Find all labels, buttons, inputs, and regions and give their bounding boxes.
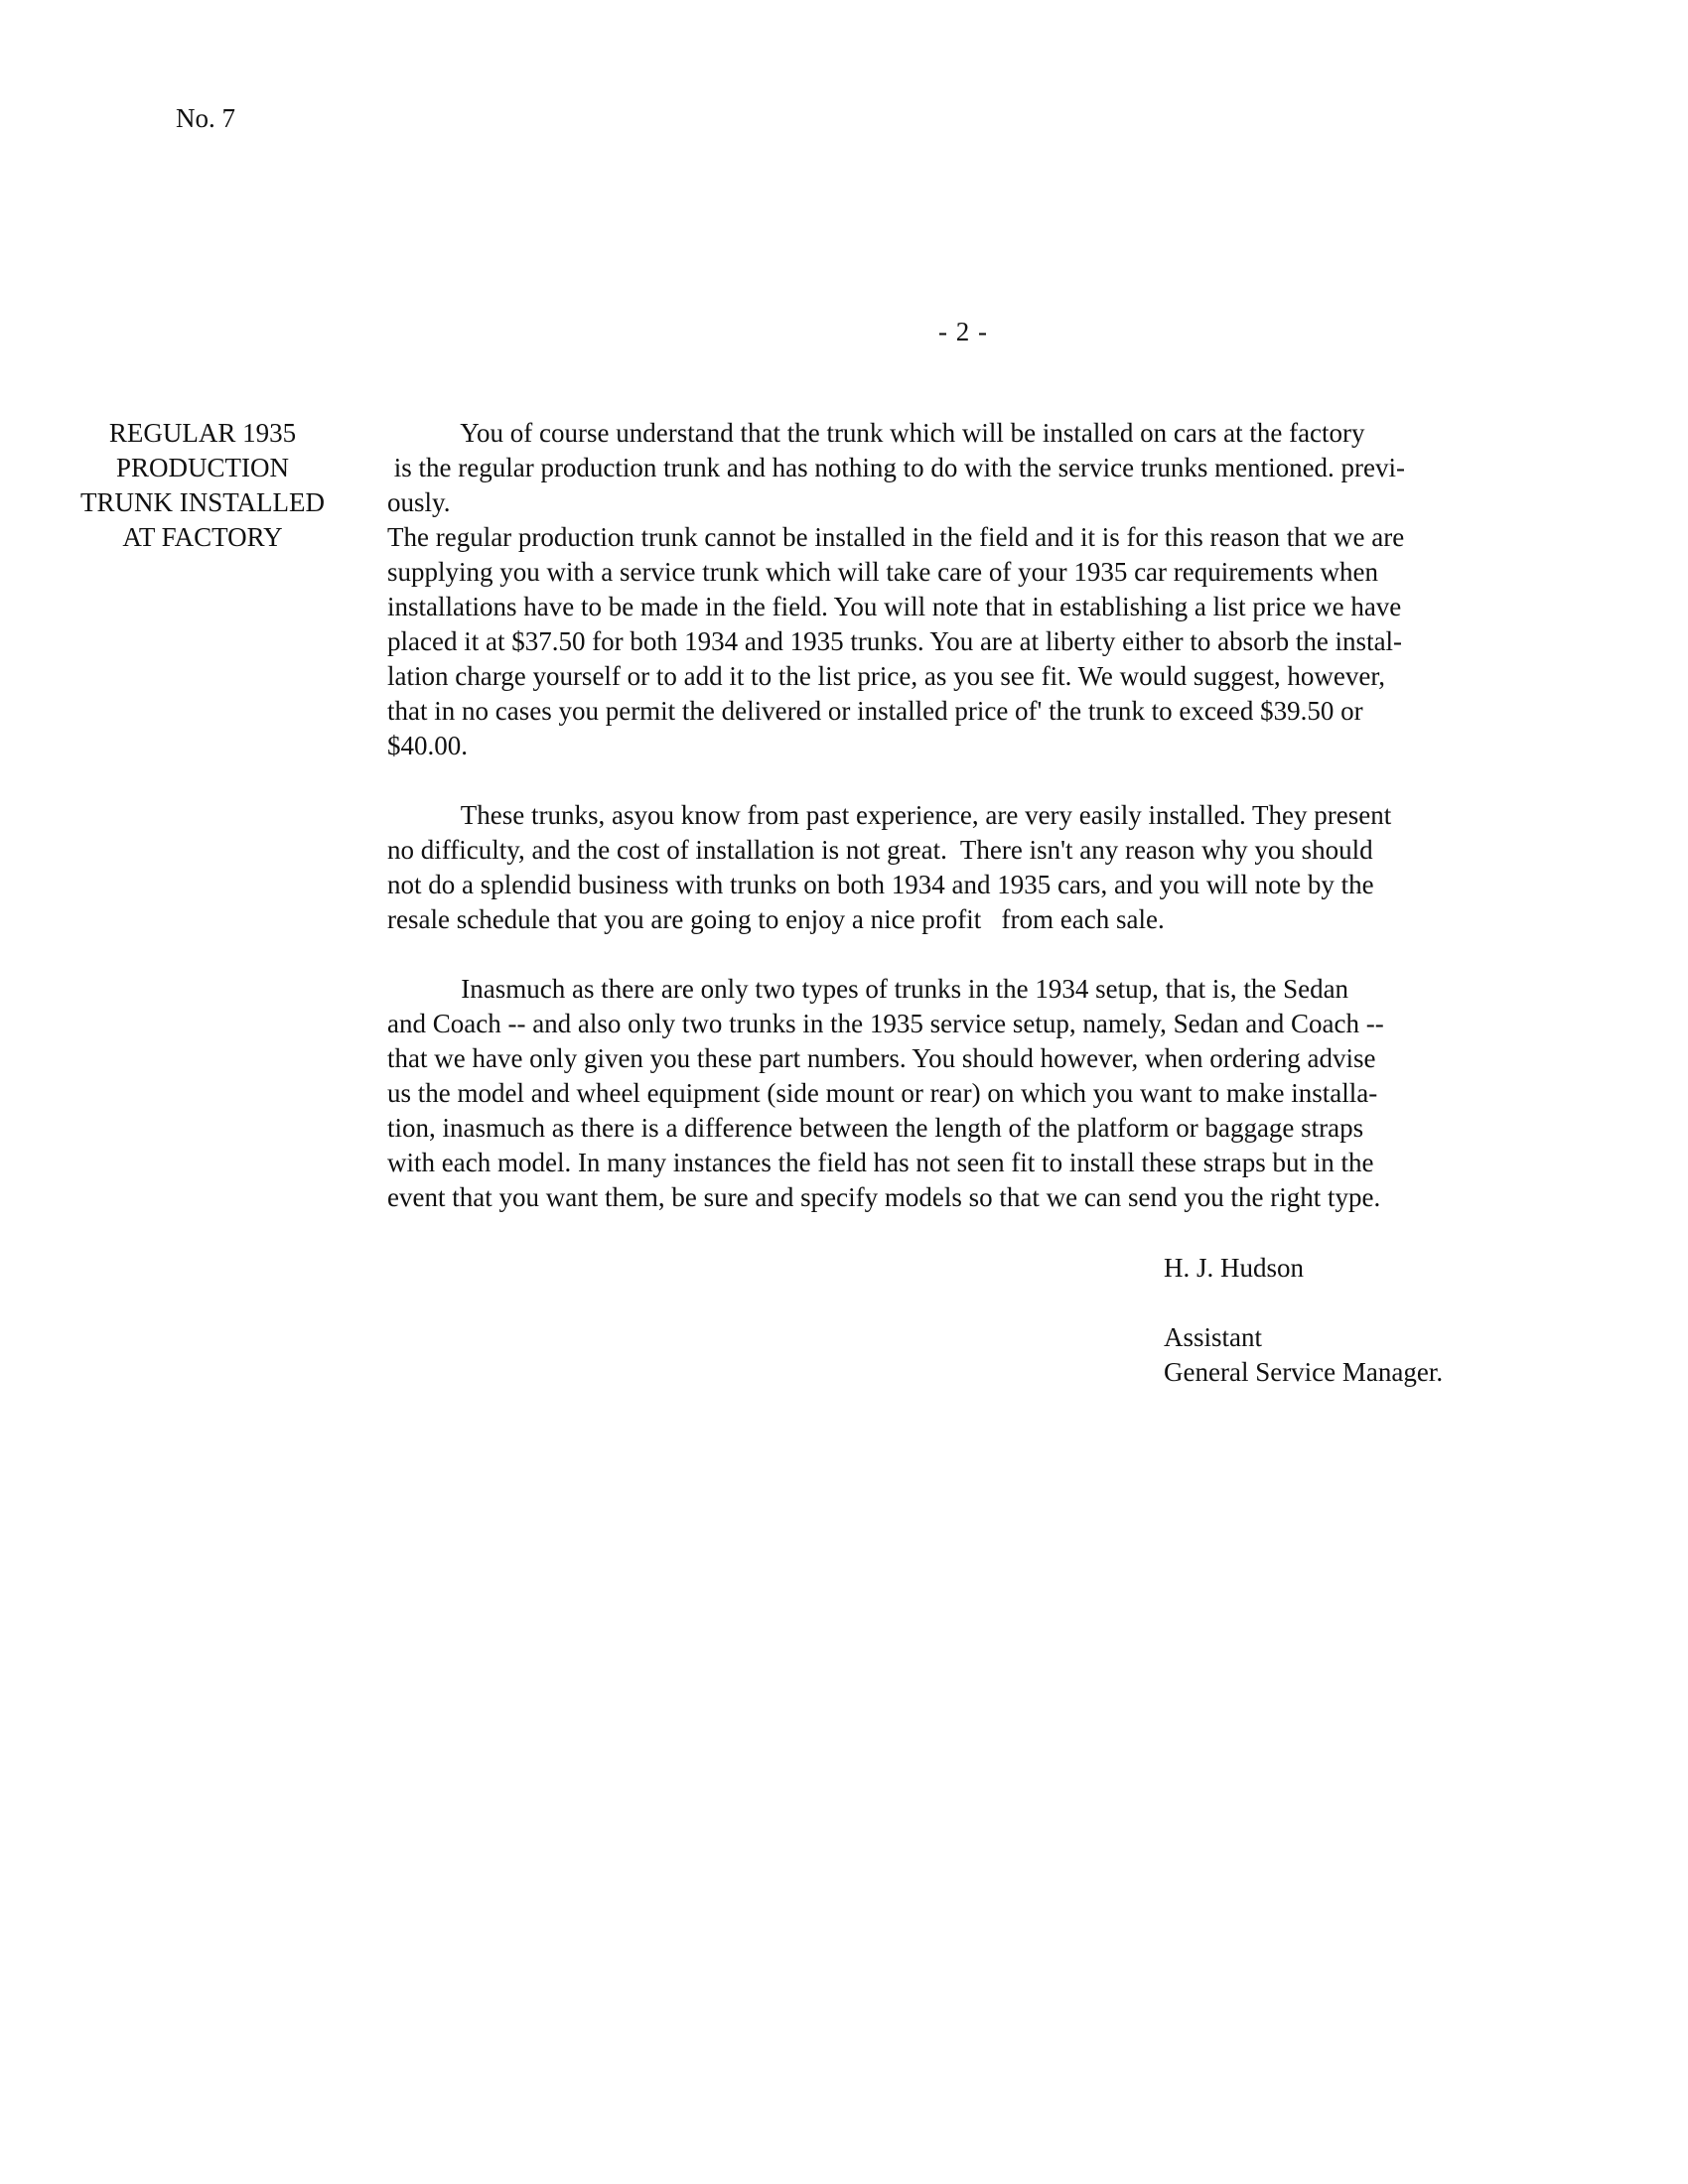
text-line: us the model and wheel equipment (side mount or rear) on which you want to make installa- <box>387 1078 1378 1108</box>
signature-gap <box>1164 1286 1443 1320</box>
document-number: No. 7 <box>176 103 235 133</box>
page-number: - 2 - <box>938 317 988 346</box>
paragraph-gap <box>387 763 1559 798</box>
side-heading-line: AT FACTORY <box>122 522 283 552</box>
signature-block <box>1164 1251 1443 1390</box>
paragraph-2 <box>387 520 1559 763</box>
side-heading-line: TRUNK INSTALLED <box>79 487 326 517</box>
text-line: The regular production trunk cannot be installed in the field and it is for this reason that we are <box>387 522 1405 552</box>
text-line: Inasmuch as there are only two types of trunks in the 1934 setup, that is, the Sedan <box>387 974 1349 1004</box>
paragraph-4 <box>387 972 1559 1215</box>
text-line: no difficulty, and the cost of installation is not great. There isn't any reason why you should <box>387 835 1373 865</box>
paragraph-3 <box>387 798 1559 937</box>
signer-title-line: Assistant <box>1164 1322 1263 1352</box>
letter-body <box>387 416 1559 1215</box>
text-line: resale schedule that you are going to enjoy a nice profit from each sale. <box>387 904 1165 934</box>
text-line: is the regular production trunk and has nothing to do with the service trunks mentioned. previ- <box>387 453 1406 482</box>
text-line: placed it at $37.50 for both 1934 and 1935 trunks. You are at liberty either to absorb the instal- <box>387 626 1403 656</box>
text-line: You of course understand that the trunk which will be installed on cars at the factory <box>387 418 1365 448</box>
side-heading-line: PRODUCTION <box>115 453 289 482</box>
text-line: installations have to be made in the field. You will note that in establishing a list price we have <box>387 592 1402 621</box>
text-line: with each model. In many instances the field has not seen fit to install these straps but in the <box>387 1148 1374 1177</box>
text-line: that in no cases you permit the delivered or installed price of' the trunk to exceed $39.50 or <box>387 696 1363 726</box>
text-line: not do a splendid business with trunks on both 1934 and 1935 cars, and you will note by the <box>387 870 1374 899</box>
paragraph-gap <box>387 937 1559 972</box>
text-line: ously. <box>387 487 451 517</box>
text-line: lation charge yourself or to add it to the list price, as you see fit. We would suggest, however, <box>387 661 1386 691</box>
paragraph-1 <box>387 416 1559 520</box>
signer-name: H. J. Hudson <box>1164 1253 1305 1283</box>
side-heading <box>60 416 346 555</box>
signer-title-line: General Service Manager. <box>1164 1357 1444 1387</box>
text-line: and Coach -- and also only two trunks in the 1935 service setup, namely, Sedan and Coach -- <box>387 1009 1384 1038</box>
text-line: that we have only given you these part numbers. You should however, when ordering advise <box>387 1043 1376 1073</box>
text-line: event that you want them, be sure and specify models so that we can send you the right type. <box>387 1182 1381 1212</box>
side-heading-line: REGULAR 1935 <box>108 418 297 448</box>
text-line: These trunks, asyou know from past experience, are very easily installed. They present <box>387 800 1392 830</box>
text-line: $40.00. <box>387 731 468 760</box>
text-line: supplying you with a service trunk which will take care of your 1935 car requirements when <box>387 557 1378 587</box>
text-line: tion, inasmuch as there is a difference between the length of the platform or baggage straps <box>387 1113 1364 1143</box>
